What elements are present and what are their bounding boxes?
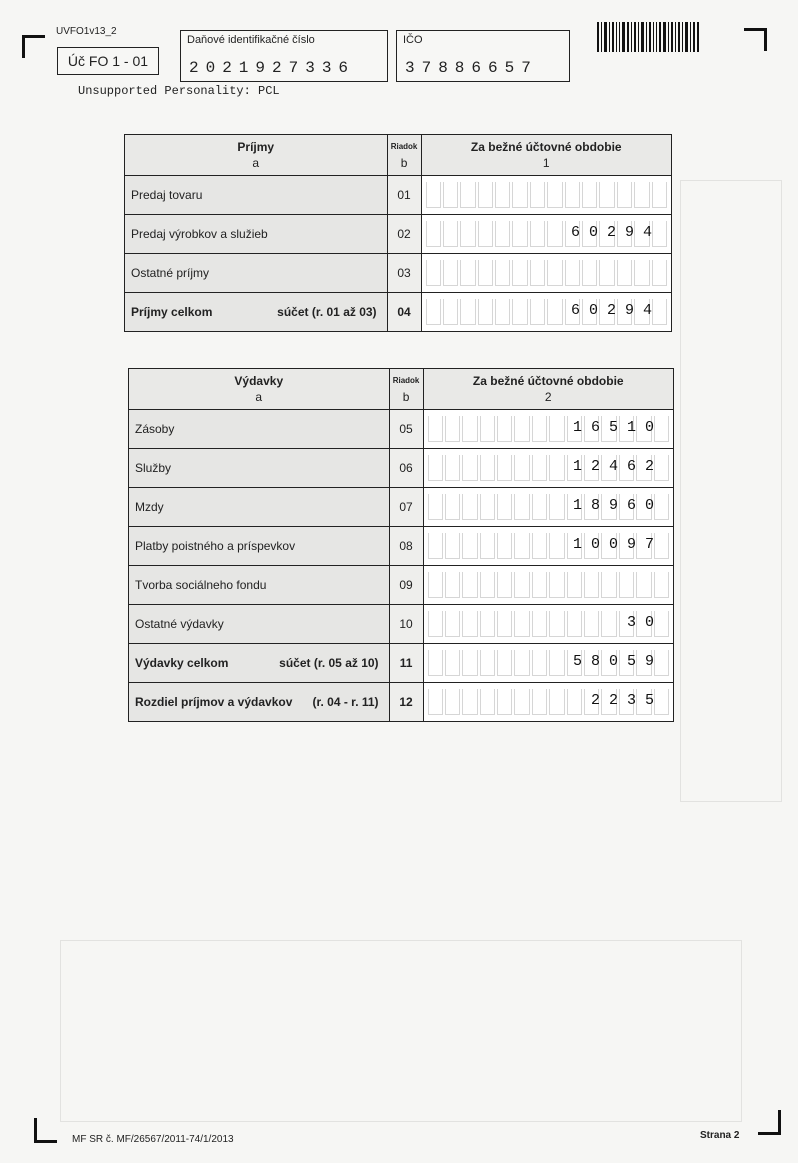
expense-col-b-header xyxy=(389,369,423,410)
income-col-a-title: Príjmy xyxy=(237,140,275,154)
corner-mark-top-right xyxy=(744,28,767,51)
row-label-total xyxy=(125,293,388,332)
expense-row-05 xyxy=(129,410,674,449)
dic-box xyxy=(180,30,388,82)
row-value-field[interactable] xyxy=(423,605,673,644)
income-col-b-title: Riadok xyxy=(390,142,418,151)
income-col-a-header xyxy=(125,135,388,176)
row-value-field[interactable] xyxy=(421,254,671,293)
expense-table-header xyxy=(129,369,674,410)
show-through-block xyxy=(60,940,742,1122)
corner-mark-top-left xyxy=(22,35,45,58)
expense-row-08 xyxy=(129,527,674,566)
row-value-field[interactable] xyxy=(423,566,673,605)
income-col-1-sub: 1 xyxy=(542,156,550,170)
income-table-header xyxy=(125,135,672,176)
row-amount: 60294 xyxy=(570,224,661,241)
row-note: súčet (r. 05 až 10) xyxy=(279,656,379,670)
income-col-b-sub: b xyxy=(400,156,408,170)
expense-col-a-sub: a xyxy=(255,390,263,404)
pcl-message: Unsupported Personality: PCL xyxy=(78,84,280,98)
row-label: Predaj výrobkov a služieb xyxy=(125,215,388,254)
row-note: súčet (r. 01 až 03) xyxy=(277,305,377,319)
row-amount: 30 xyxy=(626,614,663,631)
barcode xyxy=(597,22,721,52)
row-label: Ostatné príjmy xyxy=(125,254,388,293)
income-row-02 xyxy=(125,215,672,254)
row-value-field[interactable] xyxy=(421,293,671,332)
row-line-number: 01 xyxy=(387,176,421,215)
row-label: Zásoby xyxy=(129,410,390,449)
row-line-number: 07 xyxy=(389,488,423,527)
expense-row-06 xyxy=(129,449,674,488)
row-label: Tvorba sociálneho fondu xyxy=(129,566,390,605)
row-line-number: 12 xyxy=(389,683,423,722)
ico-box xyxy=(396,30,570,82)
uc-fo-box: Úč FO 1 - 01 xyxy=(57,47,159,75)
row-amount: 12462 xyxy=(572,458,663,475)
row-amount: 10097 xyxy=(572,536,663,553)
row-label: Predaj tovaru xyxy=(125,176,388,215)
expense-row-10 xyxy=(129,605,674,644)
income-col-1-title: Za bežné účtovné obdobie xyxy=(470,140,622,154)
row-value-field[interactable] xyxy=(423,449,673,488)
row-label-difference xyxy=(129,683,390,722)
expense-col-b-sub: b xyxy=(402,390,410,404)
income-col-1-header xyxy=(421,135,671,176)
row-value-field[interactable] xyxy=(421,176,671,215)
expense-col-2-header xyxy=(423,369,673,410)
expense-row-09 xyxy=(129,566,674,605)
expense-row-11 xyxy=(129,644,674,683)
income-row-04 xyxy=(125,293,672,332)
expense-col-2-sub: 2 xyxy=(544,390,552,404)
income-table xyxy=(124,134,672,332)
ico-value: 37886657 xyxy=(405,59,538,77)
expense-col-2-title: Za bežné účtovné obdobie xyxy=(472,374,624,388)
expense-col-a-title: Výdavky xyxy=(234,374,284,388)
corner-mark-bottom-right xyxy=(758,1110,781,1135)
row-label: Výdavky celkom xyxy=(135,656,229,670)
form-code: UVFO1v13_2 xyxy=(56,26,117,37)
row-value-field[interactable] xyxy=(423,644,673,683)
income-col-b-header xyxy=(387,135,421,176)
expense-row-07 xyxy=(129,488,674,527)
footer-reference: MF SR č. MF/26567/2011-74/1/2013 xyxy=(72,1134,234,1145)
row-line-number: 11 xyxy=(389,644,423,683)
row-amount: 60294 xyxy=(570,302,661,319)
row-value-field[interactable] xyxy=(423,410,673,449)
row-amount: 18960 xyxy=(572,497,663,514)
row-label: Ostatné výdavky xyxy=(129,605,390,644)
income-row-01 xyxy=(125,176,672,215)
row-label-total xyxy=(129,644,390,683)
row-amount: 2235 xyxy=(590,692,663,709)
row-line-number: 09 xyxy=(389,566,423,605)
corner-mark-bottom-left xyxy=(34,1118,57,1143)
income-row-03 xyxy=(125,254,672,293)
row-line-number: 04 xyxy=(387,293,421,332)
expense-row-12 xyxy=(129,683,674,722)
page-number: Strana 2 xyxy=(700,1130,740,1141)
row-label: Príjmy celkom xyxy=(131,305,213,319)
row-line-number: 05 xyxy=(389,410,423,449)
row-note: (r. 04 - r. 11) xyxy=(312,695,379,709)
row-line-number: 06 xyxy=(389,449,423,488)
expense-col-b-title: Riadok xyxy=(392,376,420,385)
expense-table xyxy=(128,368,674,722)
row-value-field[interactable] xyxy=(423,683,673,722)
row-label: Mzdy xyxy=(129,488,390,527)
row-line-number: 03 xyxy=(387,254,421,293)
row-line-number: 10 xyxy=(389,605,423,644)
row-value-field[interactable] xyxy=(421,215,671,254)
row-line-number: 02 xyxy=(387,215,421,254)
row-value-field[interactable] xyxy=(423,527,673,566)
row-amount: 58059 xyxy=(572,653,663,670)
row-line-number: 08 xyxy=(389,527,423,566)
dic-value: 2021927336 xyxy=(189,59,356,77)
expense-col-a-header xyxy=(129,369,390,410)
row-label: Platby poistného a príspevkov xyxy=(129,527,390,566)
row-label: Služby xyxy=(129,449,390,488)
dic-label: Daňové identifikačné číslo xyxy=(187,34,315,46)
ico-label: IČO xyxy=(403,34,423,46)
show-through-block xyxy=(680,180,782,802)
income-col-a-sub: a xyxy=(252,156,260,170)
row-value-field[interactable] xyxy=(423,488,673,527)
row-label: Rozdiel príjmov a výdavkov xyxy=(135,695,293,709)
row-amount: 16510 xyxy=(572,419,663,436)
